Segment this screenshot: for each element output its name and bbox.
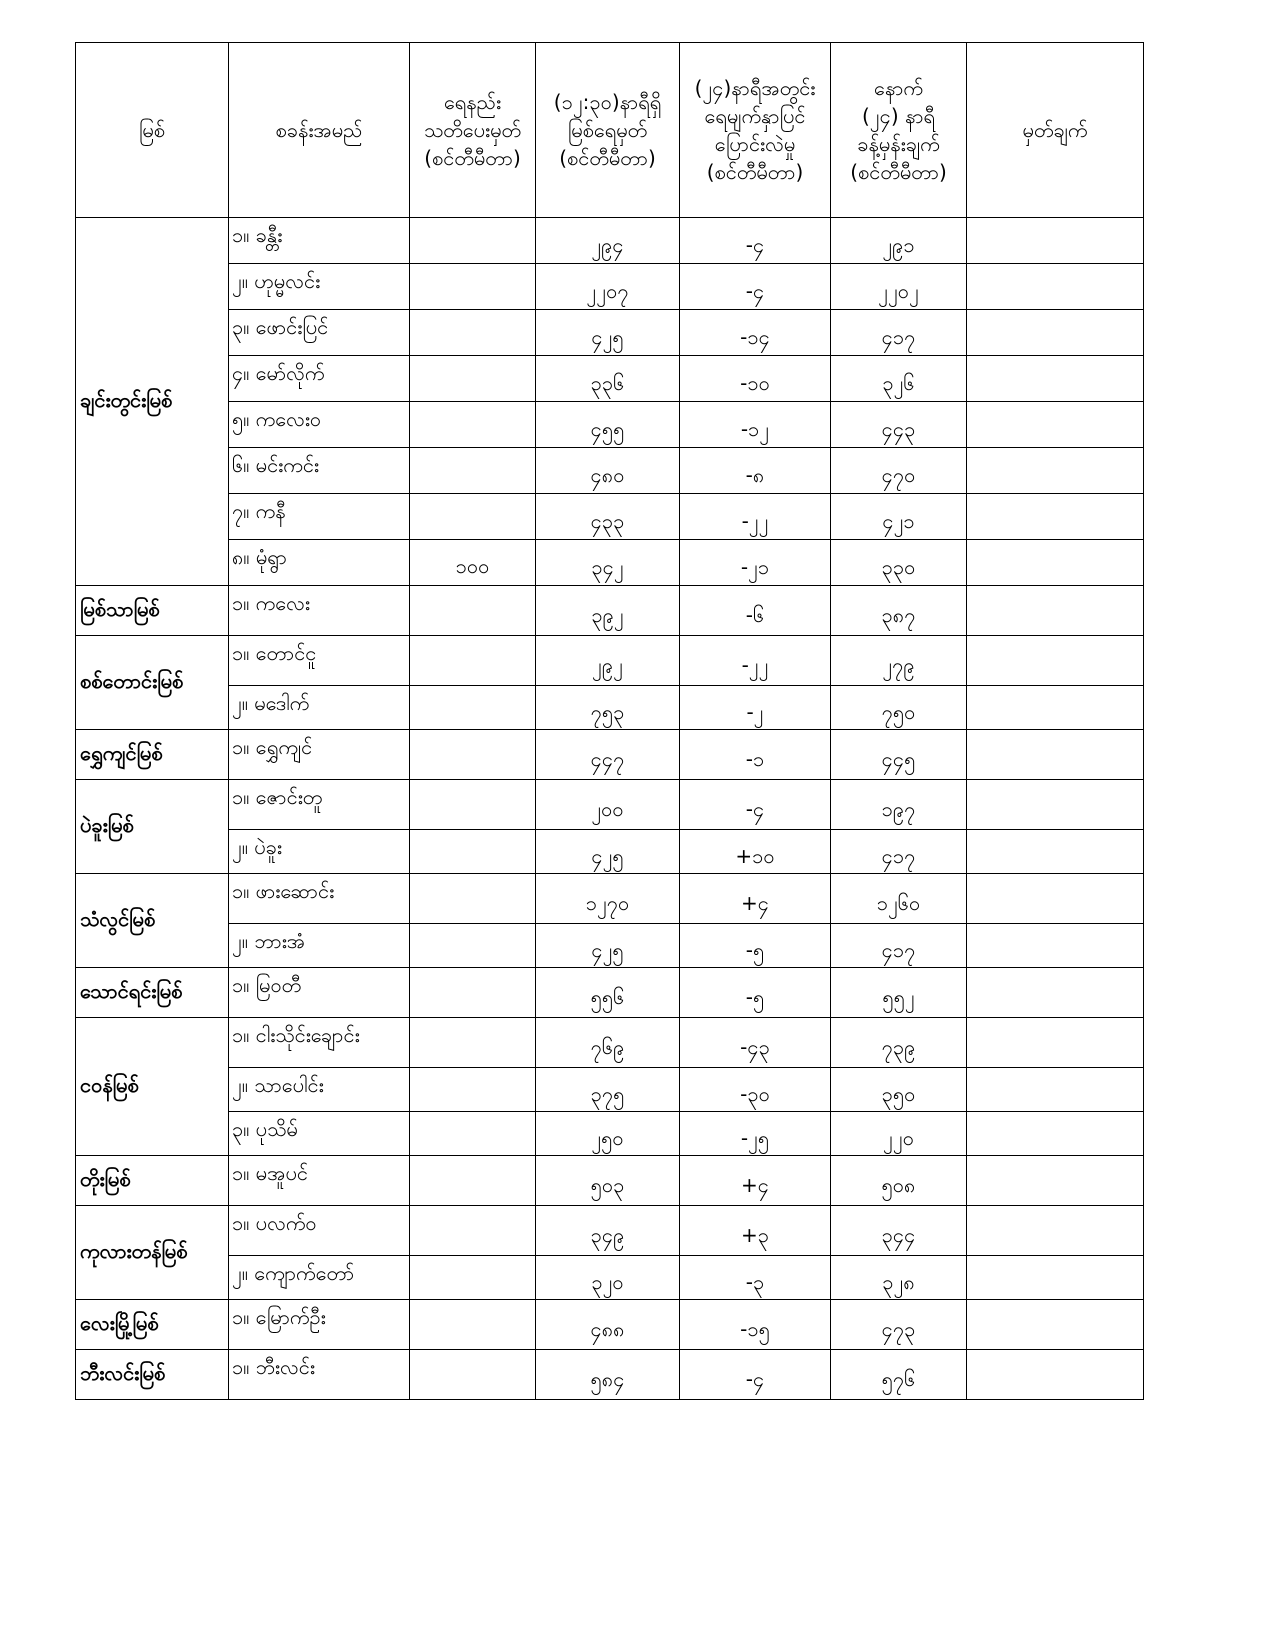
low-warning-level	[410, 968, 536, 1018]
remarks-cell	[967, 1068, 1144, 1112]
table-row	[76, 1156, 1144, 1206]
forecast-level: ၂၉၁	[831, 218, 967, 264]
header-water-level: (၁၂:၃၀)နာရီရှိ မြစ်ရေမှတ် (စင်တီမီတာ)	[536, 43, 680, 218]
level-change: -၄	[680, 264, 831, 310]
station-name: ၈။ မုံရွာ	[229, 540, 410, 586]
low-warning-level	[410, 686, 536, 730]
forecast-level: ၄၂၁	[831, 494, 967, 540]
river-name: တိုးမြစ်	[76, 1156, 229, 1206]
low-warning-level	[410, 1068, 536, 1112]
header-24h-change: (၂၄)နာရီအတွင်း ရေမျက်နှာပြင် ပြောင်းလဲမှု (စင်တီမီတာ)	[680, 43, 831, 218]
remarks-cell	[967, 924, 1144, 968]
station-name: ၂။ သာပေါင်း	[229, 1068, 410, 1112]
water-level: ၄၂၅	[536, 830, 680, 874]
forecast-level: ၄၁၇	[831, 924, 967, 968]
water-level: ၄၂၅	[536, 924, 680, 968]
water-level: ၂၉၄	[536, 218, 680, 264]
water-level: ၃၄၉	[536, 1206, 680, 1256]
table-row	[76, 448, 1144, 494]
forecast-level: ၄၇၀	[831, 448, 967, 494]
forecast-level: ၃၂၈	[831, 1256, 967, 1300]
river-name: သံလွင်မြစ်	[76, 874, 229, 968]
station-name: ၁။ ဖားဆောင်း	[229, 874, 410, 924]
level-change: -၂၅	[680, 1112, 831, 1156]
level-change: -၅	[680, 968, 831, 1018]
remarks-cell	[967, 264, 1144, 310]
remarks-cell	[967, 1350, 1144, 1400]
low-warning-level	[410, 310, 536, 356]
remarks-cell	[967, 686, 1144, 730]
station-name: ၂။ ကျောက်တော်	[229, 1256, 410, 1300]
remarks-cell	[967, 1112, 1144, 1156]
low-warning-level	[410, 448, 536, 494]
forecast-level: ၄၄၅	[831, 730, 967, 780]
water-level: ၅၅၆	[536, 968, 680, 1018]
table-row	[76, 874, 1144, 924]
remarks-cell	[967, 874, 1144, 924]
table-row	[76, 402, 1144, 448]
low-warning-level	[410, 1156, 536, 1206]
low-warning-level	[410, 1256, 536, 1300]
level-change: -၁၂	[680, 402, 831, 448]
water-level: ၇၆၉	[536, 1018, 680, 1068]
remarks-cell	[967, 636, 1144, 686]
table-row	[76, 830, 1144, 874]
forecast-level: ၇၅၀	[831, 686, 967, 730]
station-name: ၁။ မြဝတီ	[229, 968, 410, 1018]
level-change: -၂	[680, 686, 831, 730]
station-name: ၅။ ကလေးဝ	[229, 402, 410, 448]
table-row	[76, 356, 1144, 402]
forecast-level: ၂၇၉	[831, 636, 967, 686]
station-name: ၁။ မအူပင်	[229, 1156, 410, 1206]
remarks-cell	[967, 540, 1144, 586]
table-row	[76, 780, 1144, 830]
water-level: ၂၀၀	[536, 780, 680, 830]
station-name: ၂။ ပဲခူး	[229, 830, 410, 874]
low-warning-level	[410, 494, 536, 540]
station-name: ၃။ ဖောင်းပြင်	[229, 310, 410, 356]
forecast-level: ၄၄၃	[831, 402, 967, 448]
table-row	[76, 310, 1144, 356]
header-river: မြစ်	[76, 43, 229, 218]
level-change: +၃	[680, 1206, 831, 1256]
level-change: -၂၂	[680, 494, 831, 540]
low-warning-level	[410, 356, 536, 402]
river-name: စစ်တောင်းမြစ်	[76, 636, 229, 730]
table-row	[76, 1300, 1144, 1350]
station-name: ၂။ ဘားအံ	[229, 924, 410, 968]
level-change: -၂၂	[680, 636, 831, 686]
water-level: ၃၉၂	[536, 586, 680, 636]
water-level: ၃၃၆	[536, 356, 680, 402]
table-row	[76, 924, 1144, 968]
low-warning-level	[410, 780, 536, 830]
station-name: ၁။ ငါးသိုင်းချောင်း	[229, 1018, 410, 1068]
level-change: -၅	[680, 924, 831, 968]
water-level: ၁၂၇၀	[536, 874, 680, 924]
low-warning-level	[410, 1300, 536, 1350]
water-level: ၂၂၀၇	[536, 264, 680, 310]
header-station: စခန်းအမည်	[229, 43, 410, 218]
water-level: ၄၅၅	[536, 402, 680, 448]
level-change: -၁	[680, 730, 831, 780]
level-change: -၄	[680, 218, 831, 264]
level-change: +၄	[680, 874, 831, 924]
forecast-level: ၃၄၄	[831, 1206, 967, 1256]
header-remarks: မှတ်ချက်	[967, 43, 1144, 218]
remarks-cell	[967, 1206, 1144, 1256]
table-row	[76, 730, 1144, 780]
level-change: -၄	[680, 780, 831, 830]
water-level: ၅၈၄	[536, 1350, 680, 1400]
forecast-level: ၄၁၇	[831, 830, 967, 874]
table-body	[76, 218, 1144, 1400]
level-change: -၁၀	[680, 356, 831, 402]
low-warning-level	[410, 830, 536, 874]
water-level: ၃၂၀	[536, 1256, 680, 1300]
low-warning-level: ၁၀၀	[410, 540, 536, 586]
station-name: ၁။ မြောက်ဦး	[229, 1300, 410, 1350]
low-warning-level	[410, 1206, 536, 1256]
low-warning-level	[410, 730, 536, 780]
low-warning-level	[410, 218, 536, 264]
station-name: ၂။ မဒေါက်	[229, 686, 410, 730]
table-row	[76, 586, 1144, 636]
table-row	[76, 968, 1144, 1018]
table-row	[76, 264, 1144, 310]
river-name: ကုလားတန်မြစ်	[76, 1206, 229, 1300]
water-level: ၄၂၅	[536, 310, 680, 356]
level-change: -၆	[680, 586, 831, 636]
remarks-cell	[967, 586, 1144, 636]
header-forecast: နောက် (၂၄) နာရီ ခန့်မှန်းချက် (စင်တီမီတာ)	[831, 43, 967, 218]
low-warning-level	[410, 264, 536, 310]
remarks-cell	[967, 1018, 1144, 1068]
river-level-table	[75, 42, 1144, 1400]
low-warning-level	[410, 1018, 536, 1068]
forecast-level: ၅၇၆	[831, 1350, 967, 1400]
table-row	[76, 636, 1144, 686]
station-name: ၁။ တောင်ငူ	[229, 636, 410, 686]
remarks-cell	[967, 218, 1144, 264]
remarks-cell	[967, 780, 1144, 830]
station-name: ၇။ ကနီ	[229, 494, 410, 540]
table-row	[76, 1206, 1144, 1256]
remarks-cell	[967, 1156, 1144, 1206]
table-row	[76, 1068, 1144, 1112]
table-row	[76, 540, 1144, 586]
station-name: ၁။ ဇောင်းတူ	[229, 780, 410, 830]
remarks-cell	[967, 968, 1144, 1018]
forecast-level: ၄၁၇	[831, 310, 967, 356]
table-row	[76, 1112, 1144, 1156]
remarks-cell	[967, 356, 1144, 402]
station-name: ၁။ ကလေး	[229, 586, 410, 636]
table-row	[76, 1018, 1144, 1068]
water-level: ၅၀၃	[536, 1156, 680, 1206]
river-name: လေးမြို့မြစ်	[76, 1300, 229, 1350]
level-change: +၄	[680, 1156, 831, 1206]
table-row	[76, 218, 1144, 264]
low-warning-level	[410, 1112, 536, 1156]
station-name: ၁။ ပလက်ဝ	[229, 1206, 410, 1256]
table-row	[76, 494, 1144, 540]
level-change: -၃	[680, 1256, 831, 1300]
forecast-level: ၃၂၆	[831, 356, 967, 402]
forecast-level: ၅၅၂	[831, 968, 967, 1018]
low-warning-level	[410, 402, 536, 448]
header-row	[76, 43, 1144, 218]
level-change: -၁၅	[680, 1300, 831, 1350]
station-name: ၆။ မင်းကင်း	[229, 448, 410, 494]
level-change: -၈	[680, 448, 831, 494]
table-row	[76, 1350, 1144, 1400]
low-warning-level	[410, 924, 536, 968]
remarks-cell	[967, 402, 1144, 448]
forecast-level: ၁၂၆၀	[831, 874, 967, 924]
station-name: ၄။ မော်လိုက်	[229, 356, 410, 402]
river-name: ရွှေကျင်မြစ်	[76, 730, 229, 780]
water-level: ၃၇၅	[536, 1068, 680, 1112]
water-level: ၄၃၃	[536, 494, 680, 540]
level-change: -၂၁	[680, 540, 831, 586]
table-row	[76, 1256, 1144, 1300]
low-warning-level	[410, 586, 536, 636]
water-level: ၄၈၈	[536, 1300, 680, 1350]
level-change: +၁၀	[680, 830, 831, 874]
forecast-level: ၃၃၀	[831, 540, 967, 586]
low-warning-level	[410, 874, 536, 924]
forecast-level: ၃၅၀	[831, 1068, 967, 1112]
station-name: ၁။ ခန္တီး	[229, 218, 410, 264]
water-level: ၄၈၀	[536, 448, 680, 494]
header-low-warning: ရေနည်း သတိပေးမှတ် (စင်တီမီတာ)	[410, 43, 536, 218]
station-name: ၃။ ပုသိမ်	[229, 1112, 410, 1156]
station-name: ၂။ ဟုမ္မလင်း	[229, 264, 410, 310]
remarks-cell	[967, 310, 1144, 356]
remarks-cell	[967, 1256, 1144, 1300]
water-level: ၂၉၂	[536, 636, 680, 686]
water-level: ၄၄၇	[536, 730, 680, 780]
forecast-level: ၃၈၇	[831, 586, 967, 636]
forecast-level: ၁၉၇	[831, 780, 967, 830]
level-change: -၁၄	[680, 310, 831, 356]
remarks-cell	[967, 1300, 1144, 1350]
remarks-cell	[967, 830, 1144, 874]
river-name: ချင်းတွင်းမြစ်	[76, 218, 229, 586]
forecast-level: ၅၀၈	[831, 1156, 967, 1206]
forecast-level: ၇၃၉	[831, 1018, 967, 1068]
forecast-level: ၄၇၃	[831, 1300, 967, 1350]
forecast-level: ၂၂၀၂	[831, 264, 967, 310]
low-warning-level	[410, 636, 536, 686]
water-level: ၃၄၂	[536, 540, 680, 586]
river-name: မြစ်သာမြစ်	[76, 586, 229, 636]
river-name: သောင်ရင်းမြစ်	[76, 968, 229, 1018]
river-name: ငဝန်မြစ်	[76, 1018, 229, 1156]
level-change: -၄၃	[680, 1018, 831, 1068]
river-name: ပဲခူးမြစ်	[76, 780, 229, 874]
level-change: -၄	[680, 1350, 831, 1400]
station-name: ၁။ ဘီးလင်း	[229, 1350, 410, 1400]
low-warning-level	[410, 1350, 536, 1400]
river-name: ဘီးလင်းမြစ်	[76, 1350, 229, 1400]
table-row	[76, 686, 1144, 730]
water-level: ၇၅၃	[536, 686, 680, 730]
forecast-level: ၂၂၀	[831, 1112, 967, 1156]
water-level: ၂၅၀	[536, 1112, 680, 1156]
level-change: -၃၀	[680, 1068, 831, 1112]
remarks-cell	[967, 730, 1144, 780]
remarks-cell	[967, 448, 1144, 494]
remarks-cell	[967, 494, 1144, 540]
station-name: ၁။ ရွှေကျင်	[229, 730, 410, 780]
